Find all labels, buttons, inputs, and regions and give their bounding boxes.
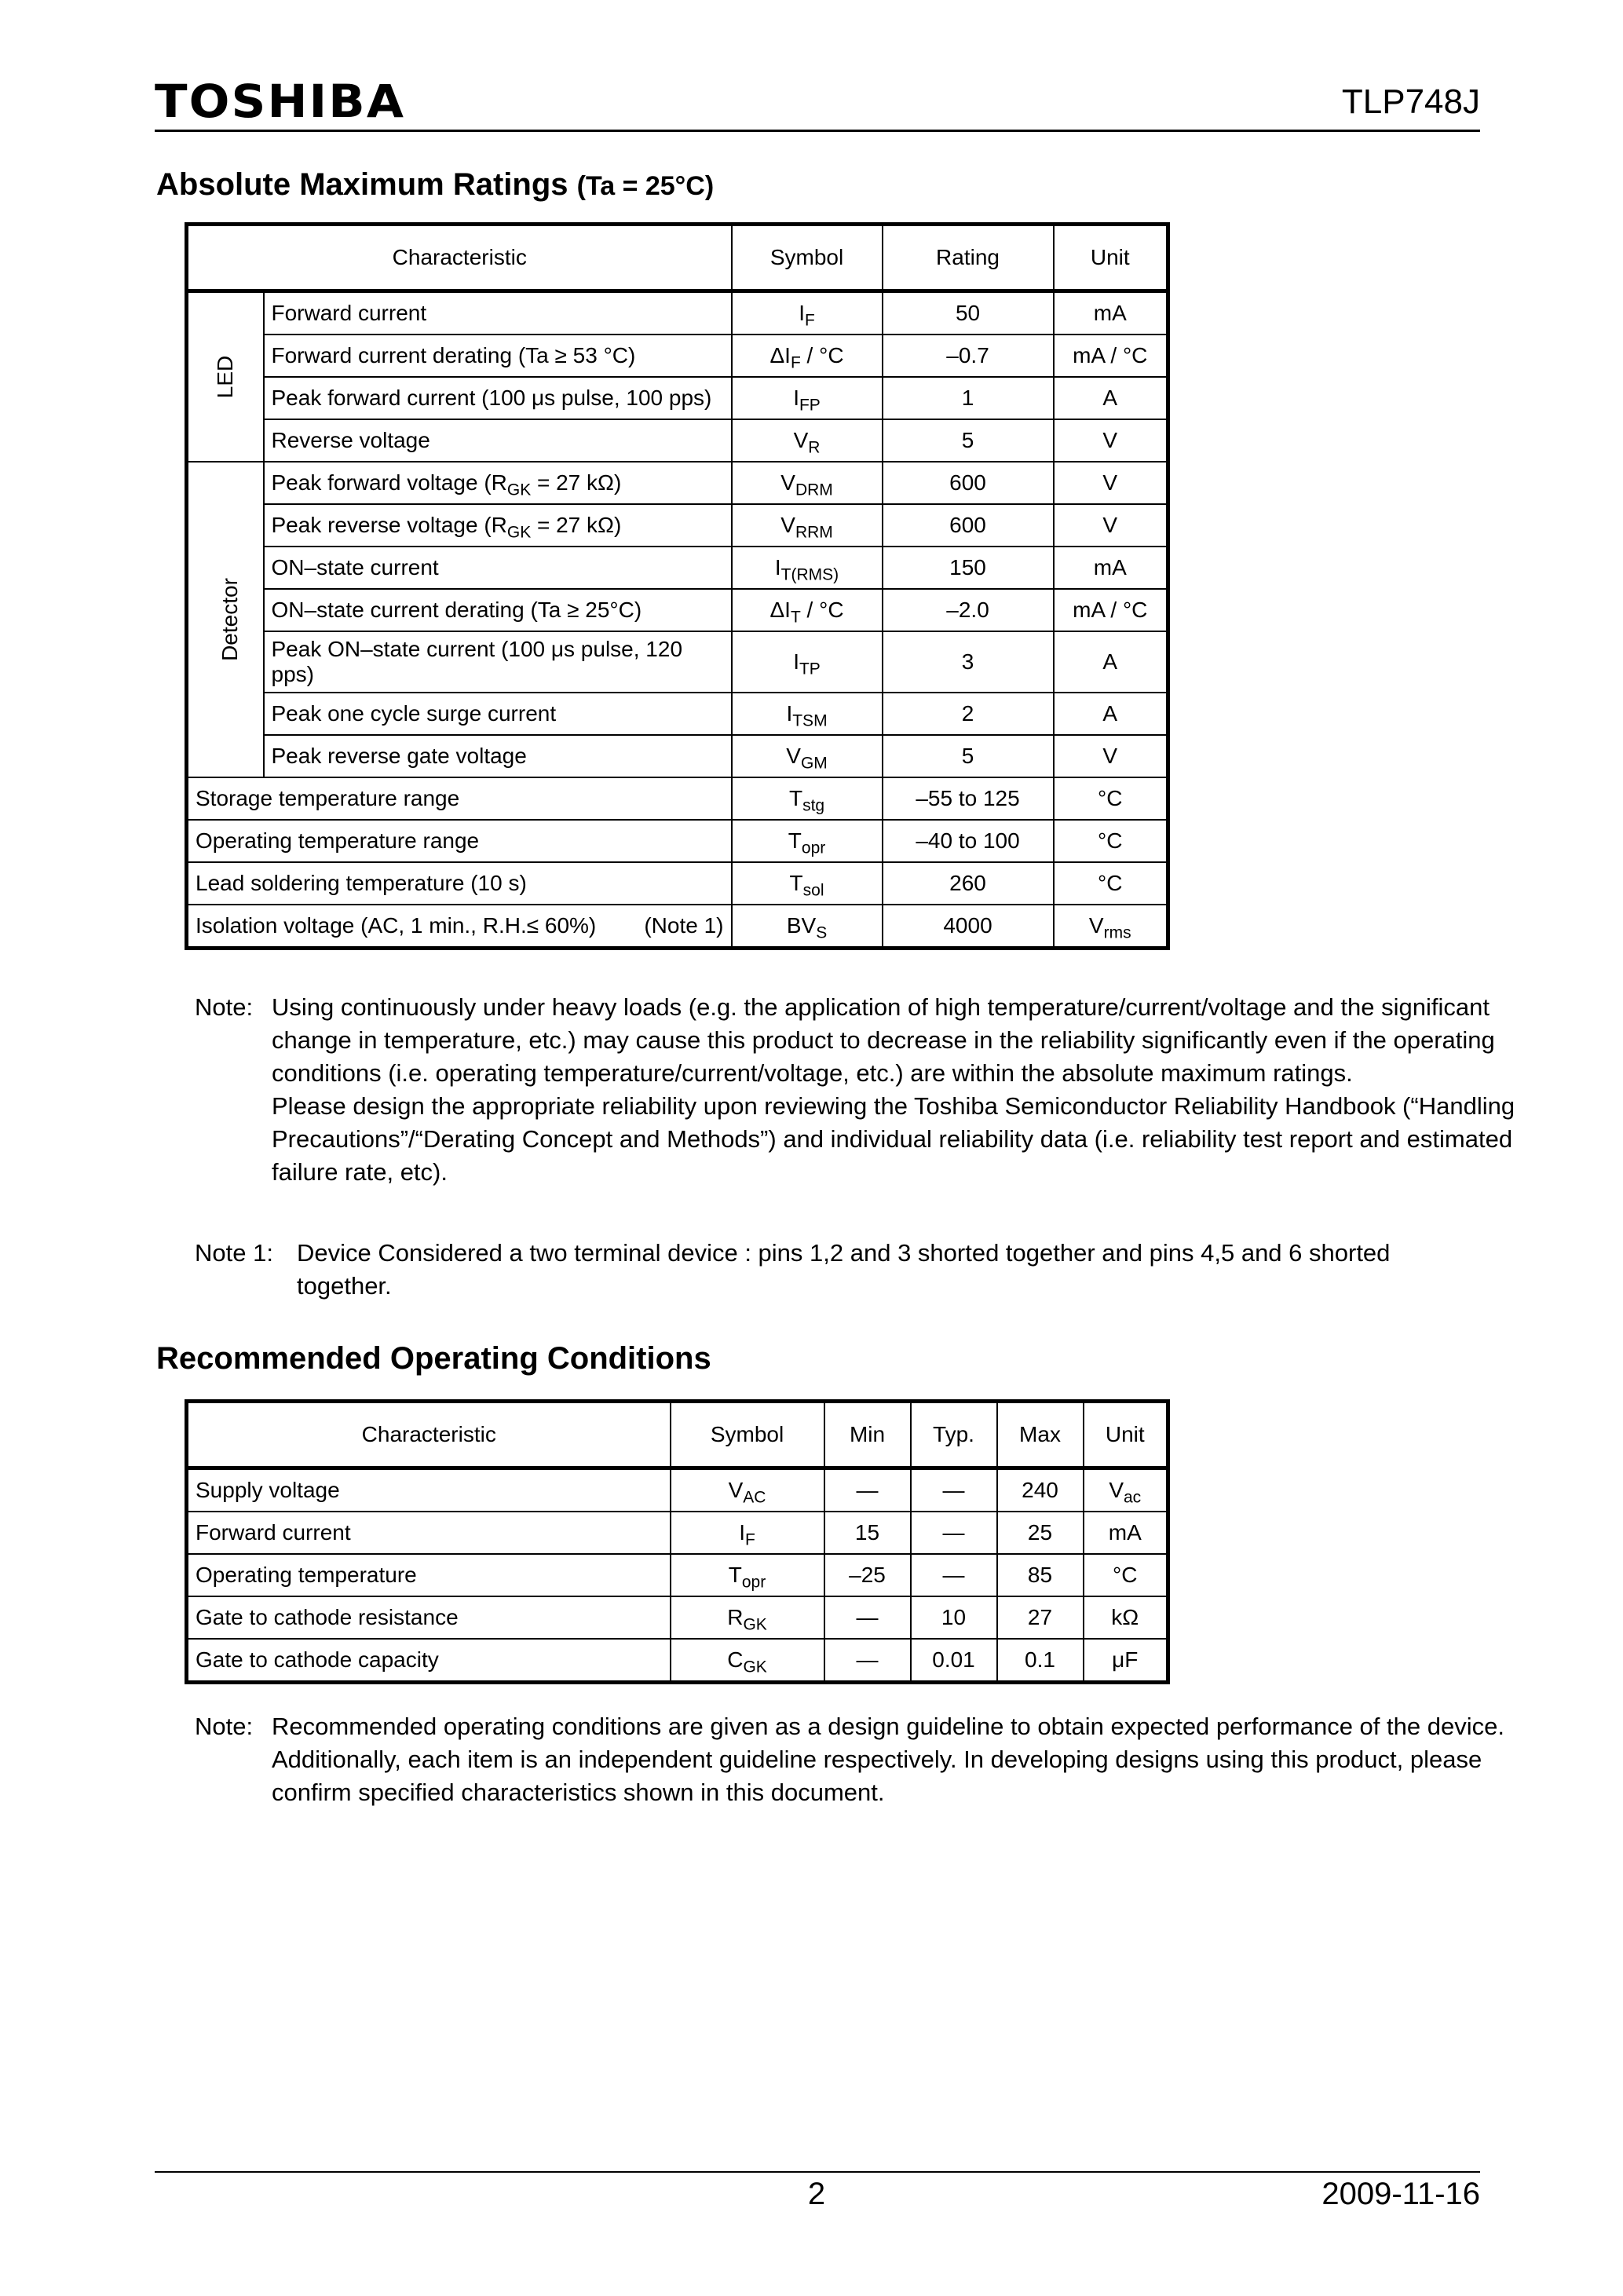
min-cell: — <box>824 1468 911 1512</box>
characteristic-text: Forward current derating (Ta ≥ 53 °C) <box>271 343 636 367</box>
characteristic-cell <box>187 1639 671 1683</box>
symbol-base: V <box>786 744 801 768</box>
group-label-led <box>187 291 264 462</box>
symbol-subscript: FP <box>799 396 821 415</box>
characteristic-cell <box>187 1596 671 1639</box>
amr-condition: (Ta = 25°C) <box>576 171 715 201</box>
min-cell: –25 <box>824 1554 911 1596</box>
col-characteristic: Characteristic <box>187 1402 671 1468</box>
unit-cell <box>1054 547 1168 589</box>
characteristic-cell <box>264 335 732 377</box>
note1-label: Note 1: <box>195 1239 273 1267</box>
unit-text: mA <box>1093 555 1127 579</box>
symbol-subscript: F <box>790 353 801 372</box>
unit-cell <box>1054 462 1168 504</box>
note-paragraph: Please design the appropriate reliability upon reviewing the Toshiba Semiconductor Reliability Handbook (“Handling Precautions”/“Derating Concept and Methods”) and individual reliability data (i.e. reliability test report and estimated failure rate, etc). <box>272 1092 1515 1186</box>
header-divider <box>155 130 1480 132</box>
symbol-cell <box>732 777 883 820</box>
rating-cell: –55 to 125 <box>883 777 1054 820</box>
col-rating: Rating <box>883 225 1054 291</box>
amr-title-text: Absolute Maximum Ratings <box>156 167 568 202</box>
symbol-base: BV <box>786 913 817 938</box>
table-row <box>187 462 1168 504</box>
unit-text: °C <box>1098 786 1123 810</box>
symbol-subscript: RRM <box>795 523 833 542</box>
symbol-cell <box>732 735 883 777</box>
symbol-base: I <box>793 649 799 674</box>
table-row <box>187 419 1168 462</box>
unit-text: °C <box>1098 871 1123 895</box>
unit-cell <box>1054 905 1168 949</box>
amr-section-title <box>156 169 714 200</box>
note-paragraph: Using continuously under heavy loads (e.g. the application of high temperature/current/voltage and the significant change in temperature, etc.) may cause this product to decrease in the reliability significantly even if the operating conditions (i.e. operating temperature/current/voltage, etc.) are within the absolute maximum ratings. <box>272 993 1495 1087</box>
table-row <box>187 1468 1168 1512</box>
publication-date: 2009-11-16 <box>1321 2177 1480 2211</box>
unit-cell <box>1054 419 1168 462</box>
max-cell: 240 <box>997 1468 1084 1512</box>
symbol-base: V <box>780 470 795 495</box>
unit-cell <box>1054 335 1168 377</box>
symbol-base: I <box>739 1520 745 1545</box>
symbol-base: V <box>793 428 809 452</box>
unit-subscript: rms <box>1103 923 1131 942</box>
characteristic-cell <box>264 735 732 777</box>
table-row <box>187 735 1168 777</box>
unit-text: V <box>1102 428 1118 452</box>
rating-cell: 3 <box>883 631 1054 693</box>
unit-cell <box>1054 777 1168 820</box>
unit-text: V <box>1102 744 1118 768</box>
symbol-base: T <box>788 828 802 853</box>
symbol-subscript: sol <box>802 881 824 900</box>
unit-cell <box>1084 1596 1168 1639</box>
rating-cell: 2 <box>883 693 1054 735</box>
characteristic-text: Forward current <box>271 301 427 325</box>
symbol-cell <box>732 377 883 419</box>
table-row <box>187 589 1168 631</box>
toshiba-logo: TOSHIBA <box>155 75 406 128</box>
unit-cell <box>1054 504 1168 547</box>
characteristic-cell <box>264 462 732 504</box>
table-row <box>187 377 1168 419</box>
characteristic-text: Gate to cathode resistance <box>196 1605 459 1629</box>
symbol-cell <box>732 335 883 377</box>
symbol-subscript: TSM <box>792 711 828 730</box>
characteristic-cell <box>264 547 732 589</box>
rating-cell: –40 to 100 <box>883 820 1054 862</box>
rating-cell: 150 <box>883 547 1054 589</box>
table-row <box>187 1554 1168 1596</box>
col-characteristic: Characteristic <box>187 225 732 291</box>
unit-text: A <box>1102 386 1118 410</box>
unit-text: V <box>1088 913 1104 938</box>
col-unit: Unit <box>1054 225 1168 291</box>
symbol-cell <box>671 1554 824 1596</box>
note-label: Note: <box>195 993 254 1021</box>
symbol-base: T <box>788 786 803 810</box>
col-symbol: Symbol <box>732 225 883 291</box>
absolute-maximum-ratings-table <box>185 222 1170 950</box>
group-label-detector <box>187 462 264 777</box>
symbol-cell <box>732 291 883 335</box>
typ-cell: — <box>911 1554 997 1596</box>
max-cell: 27 <box>997 1596 1084 1639</box>
max-cell: 25 <box>997 1512 1084 1554</box>
unit-text: V <box>1102 470 1118 495</box>
note-reference: (Note 1) <box>644 913 724 938</box>
table-row <box>187 1596 1168 1639</box>
unit-text: °C <box>1113 1563 1138 1587</box>
table-row <box>187 291 1168 335</box>
rating-cell: 50 <box>883 291 1054 335</box>
symbol-subscript: TP <box>799 660 821 678</box>
symbol-subscript: GK <box>743 1615 767 1634</box>
typ-cell: — <box>911 1512 997 1554</box>
unit-text: A <box>1102 649 1118 674</box>
characteristic-text-end: = 27 kΩ) <box>531 470 622 495</box>
unit-text: mA <box>1108 1520 1142 1545</box>
symbol-cell <box>732 820 883 862</box>
symbol-subscript: F <box>804 311 815 330</box>
characteristic-cell <box>264 631 732 693</box>
unit-cell <box>1054 693 1168 735</box>
characteristic-cell <box>187 777 732 820</box>
rating-cell: –2.0 <box>883 589 1054 631</box>
max-cell: 0.1 <box>997 1639 1084 1683</box>
col-unit: Unit <box>1084 1402 1168 1468</box>
table-row <box>187 905 1168 949</box>
characteristic-text: Peak forward voltage (R <box>271 470 507 495</box>
symbol-suffix: / °C <box>800 343 844 367</box>
table-row <box>187 504 1168 547</box>
characteristic-text: Lead soldering temperature (10 s) <box>196 871 527 895</box>
rating-cell: –0.7 <box>883 335 1054 377</box>
symbol-base: T <box>789 871 803 895</box>
characteristic-cell <box>264 291 732 335</box>
unit-cell <box>1054 589 1168 631</box>
table-row <box>187 777 1168 820</box>
note-text: Recommended operating conditions are given as a design guideline to obtain expected performance of the device. Additionally, each item is an independent guideline respectively. In developing designs using this product, please confirm specified characteristics shown in this document. <box>272 1713 1504 1806</box>
roc-section-title: Recommended Operating Conditions <box>156 1341 711 1376</box>
characteristic-text: Peak reverse voltage (R <box>271 513 507 537</box>
min-cell: 15 <box>824 1512 911 1554</box>
table-row <box>187 335 1168 377</box>
symbol-base: I <box>786 701 793 726</box>
col-max: Max <box>997 1402 1084 1468</box>
characteristic-cell <box>264 377 732 419</box>
table-row <box>187 862 1168 905</box>
symbol-base: V <box>728 1478 744 1502</box>
characteristic-cell <box>264 504 732 547</box>
symbol-base: V <box>780 513 795 537</box>
rating-cell: 1 <box>883 377 1054 419</box>
symbol-base: C <box>727 1647 744 1672</box>
symbol-subscript: opr <box>741 1573 766 1592</box>
symbol-cell <box>732 504 883 547</box>
characteristic-text: Peak ON–state current (100 μs pulse, 120 pps) <box>271 637 683 686</box>
characteristic-cell <box>187 1512 671 1554</box>
symbol-base: I <box>793 386 799 410</box>
characteristic-text: Peak one cycle surge current <box>271 701 557 726</box>
symbol-subscript: opr <box>801 839 826 857</box>
characteristic-cell <box>187 1468 671 1512</box>
unit-cell <box>1084 1554 1168 1596</box>
part-number: TLP748J <box>1341 82 1480 121</box>
unit-subscript: ac <box>1124 1488 1142 1507</box>
table-row <box>187 1512 1168 1554</box>
symbol-base: ΔI <box>769 343 791 367</box>
characteristic-text: Reverse voltage <box>271 428 430 452</box>
typ-cell: 0.01 <box>911 1639 997 1683</box>
col-typ: Typ. <box>911 1402 997 1468</box>
symbol-subscript: R <box>808 438 821 457</box>
symbol-suffix: / °C <box>800 598 844 622</box>
table-row <box>187 547 1168 589</box>
symbol-cell <box>732 905 883 949</box>
characteristic-text: Forward current <box>196 1520 351 1545</box>
symbol-cell <box>732 419 883 462</box>
unit-text: μF <box>1112 1647 1139 1672</box>
symbol-subscript: T(RMS) <box>780 565 839 584</box>
unit-cell <box>1084 1468 1168 1512</box>
symbol-cell <box>732 693 883 735</box>
table-row <box>187 631 1168 693</box>
table-row <box>187 820 1168 862</box>
unit-cell <box>1054 291 1168 335</box>
symbol-base: ΔI <box>769 598 791 622</box>
characteristic-text: Operating temperature range <box>196 828 480 853</box>
unit-text: mA / °C <box>1073 343 1148 367</box>
symbol-subscript: DRM <box>795 481 833 499</box>
unit-cell <box>1054 862 1168 905</box>
symbol-cell <box>671 1596 824 1639</box>
symbol-base: I <box>799 301 805 325</box>
table-header-row <box>187 225 1168 291</box>
col-min: Min <box>824 1402 911 1468</box>
symbol-subscript: GK <box>743 1658 767 1676</box>
table-row <box>187 693 1168 735</box>
note1-text: Device Considered a two terminal device : pins 1,2 and 3 shorted together and pins 4,5 and 6 shorted together. <box>297 1239 1391 1300</box>
group-label-text: Detector <box>217 578 242 661</box>
characteristic-cell <box>264 693 732 735</box>
characteristic-cell <box>264 589 732 631</box>
characteristic-cell <box>187 862 732 905</box>
symbol-cell <box>732 631 883 693</box>
characteristic-cell <box>187 1554 671 1596</box>
rating-cell: 600 <box>883 504 1054 547</box>
min-cell: — <box>824 1596 911 1639</box>
characteristic-subscript: GK <box>506 481 532 499</box>
characteristic-text-end: = 27 kΩ) <box>531 513 622 537</box>
min-cell: — <box>824 1639 911 1683</box>
unit-cell <box>1054 820 1168 862</box>
characteristic-text: Operating temperature <box>196 1563 417 1587</box>
characteristic-text: Isolation voltage (AC, 1 min., R.H.≤ 60%) <box>196 913 597 938</box>
unit-text: kΩ <box>1111 1605 1139 1629</box>
group-label-text: LED <box>213 355 238 399</box>
note-label: Note: <box>195 1713 254 1740</box>
characteristic-subscript: GK <box>506 523 532 542</box>
symbol-cell <box>732 547 883 589</box>
characteristic-text: Peak forward current (100 μs pulse, 100 pps) <box>271 386 712 410</box>
symbol-subscript: F <box>744 1530 755 1549</box>
unit-text: V <box>1109 1478 1124 1502</box>
symbol-cell <box>671 1512 824 1554</box>
symbol-subscript: GM <box>800 754 828 773</box>
symbol-cell <box>732 462 883 504</box>
symbol-subscript: S <box>816 923 828 942</box>
unit-cell <box>1054 735 1168 777</box>
unit-cell <box>1054 377 1168 419</box>
table-row <box>187 1639 1168 1683</box>
characteristic-text: ON–state current <box>271 555 439 579</box>
max-cell: 85 <box>997 1554 1084 1596</box>
unit-text: A <box>1102 701 1118 726</box>
symbol-base: R <box>727 1605 744 1629</box>
rating-cell: 600 <box>883 462 1054 504</box>
characteristic-text: Supply voltage <box>196 1478 340 1502</box>
typ-cell: 10 <box>911 1596 997 1639</box>
characteristic-text: Peak reverse gate voltage <box>271 744 527 768</box>
col-symbol: Symbol <box>671 1402 824 1468</box>
page-number: 2 <box>807 2177 826 2211</box>
symbol-subscript: T <box>790 608 801 627</box>
symbol-subscript: stg <box>802 796 825 815</box>
recommended-operating-conditions-table <box>185 1399 1170 1684</box>
rating-cell: 5 <box>883 419 1054 462</box>
symbol-cell <box>732 589 883 631</box>
characteristic-text: Gate to cathode capacity <box>196 1647 439 1672</box>
symbol-subscript: AC <box>743 1488 766 1507</box>
characteristic-text: ON–state current derating (Ta ≥ 25°C) <box>271 598 642 622</box>
unit-text: mA <box>1093 301 1127 325</box>
table-header-row <box>187 1402 1168 1468</box>
symbol-cell <box>671 1639 824 1683</box>
rating-cell: 5 <box>883 735 1054 777</box>
symbol-base: I <box>774 555 781 579</box>
characteristic-cell <box>187 820 732 862</box>
symbol-cell <box>671 1468 824 1512</box>
unit-cell <box>1084 1639 1168 1683</box>
symbol-cell <box>732 862 883 905</box>
unit-text: °C <box>1098 828 1123 853</box>
symbol-base: T <box>728 1563 742 1587</box>
unit-text: V <box>1102 513 1118 537</box>
rating-cell: 4000 <box>883 905 1054 949</box>
rating-cell: 260 <box>883 862 1054 905</box>
characteristic-cell <box>187 905 732 949</box>
footer-divider <box>155 2171 1480 2173</box>
characteristic-cell <box>264 419 732 462</box>
unit-cell <box>1054 631 1168 693</box>
unit-cell <box>1084 1512 1168 1554</box>
unit-text: mA / °C <box>1073 598 1148 622</box>
typ-cell: — <box>911 1468 997 1512</box>
characteristic-text: Storage temperature range <box>196 786 460 810</box>
